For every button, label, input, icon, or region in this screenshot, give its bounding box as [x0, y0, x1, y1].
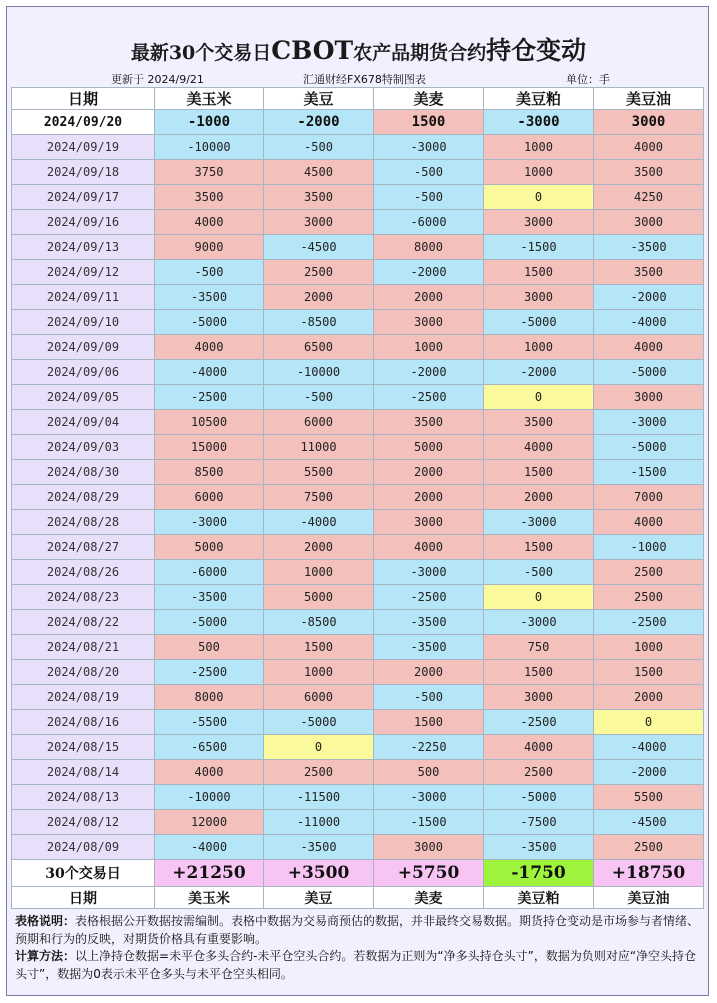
date-cell: 2024/09/03 [12, 435, 155, 460]
value-cell: -11000 [264, 810, 374, 835]
column-header: 美豆 [264, 887, 374, 909]
value-cell: -8500 [264, 610, 374, 635]
value-cell: -2000 [484, 360, 594, 385]
value-cell: -4000 [155, 360, 264, 385]
table-row [12, 610, 704, 635]
value-cell: 6000 [155, 485, 264, 510]
value-cell: -2500 [374, 585, 484, 610]
value-cell: 3500 [594, 160, 704, 185]
value-cell: 4500 [264, 160, 374, 185]
column-header: 日期 [12, 88, 155, 110]
value-cell: -5000 [155, 610, 264, 635]
table-row [12, 660, 704, 685]
value-cell: 1500 [374, 710, 484, 735]
value-cell: -11500 [264, 785, 374, 810]
value-cell: 1500 [264, 635, 374, 660]
value-cell: 4000 [155, 335, 264, 360]
value-cell: 2000 [374, 285, 484, 310]
value-cell: 3500 [594, 260, 704, 285]
table-row [12, 260, 704, 285]
date-cell: 2024/08/20 [12, 660, 155, 685]
table-row [12, 235, 704, 260]
value-cell: 4000 [594, 135, 704, 160]
calculation-text: 以上净持仓数据=未平仓多头合约-未平仓空头合约。若数据为正则为“净多头持仓头寸”，数据为负则对应“净空头持仓头寸”，数据为0表示未平仓多头与未平仓空头相同。 [15, 949, 697, 981]
value-cell: -1500 [374, 810, 484, 835]
value-cell: 3500 [264, 185, 374, 210]
date-cell: 2024/08/15 [12, 735, 155, 760]
value-cell: 10500 [155, 410, 264, 435]
value-cell: -3000 [484, 510, 594, 535]
value-cell: 1500 [484, 660, 594, 685]
latest-row [12, 110, 704, 135]
value-cell: -3000 [484, 610, 594, 635]
value-cell: -3500 [155, 285, 264, 310]
date-cell: 2024/08/12 [12, 810, 155, 835]
value-cell: -2000 [594, 760, 704, 785]
date-cell: 2024/08/13 [12, 785, 155, 810]
table-row [12, 835, 704, 860]
source-label: 汇通财经FX678特制图表 [303, 73, 426, 86]
positions-table [11, 87, 704, 909]
date-cell: 2024/09/19 [12, 135, 155, 160]
totals-label: 30个交易日 [12, 860, 155, 887]
value-cell: -3000 [484, 110, 594, 135]
value-cell: -5000 [484, 310, 594, 335]
column-header: 日期 [12, 887, 155, 909]
date-cell: 2024/08/26 [12, 560, 155, 585]
value-cell: -4500 [594, 810, 704, 835]
value-cell: 1000 [594, 635, 704, 660]
value-cell: 3000 [374, 310, 484, 335]
value-cell: 2500 [264, 260, 374, 285]
value-cell: 5000 [374, 435, 484, 460]
value-cell: 8000 [374, 235, 484, 260]
table-row [12, 735, 704, 760]
value-cell: -3000 [374, 135, 484, 160]
date-cell: 2024/08/16 [12, 710, 155, 735]
date-cell: 2024/09/20 [12, 110, 155, 135]
date-cell: 2024/08/09 [12, 835, 155, 860]
value-cell: 4000 [155, 760, 264, 785]
table-row [12, 385, 704, 410]
value-cell: -4500 [264, 235, 374, 260]
value-cell: -4000 [594, 735, 704, 760]
value-cell: 0 [484, 185, 594, 210]
value-cell: -4000 [155, 835, 264, 860]
table-row [12, 510, 704, 535]
date-cell: 2024/08/21 [12, 635, 155, 660]
value-cell: -3000 [155, 510, 264, 535]
total-cell: -1750 [484, 860, 594, 887]
value-cell: 2500 [484, 760, 594, 785]
total-cell: +18750 [594, 860, 704, 887]
value-cell: -3500 [264, 835, 374, 860]
value-cell: 3750 [155, 160, 264, 185]
value-cell: -10000 [264, 360, 374, 385]
table-row [12, 785, 704, 810]
value-cell: -500 [155, 260, 264, 285]
column-header: 美豆油 [594, 88, 704, 110]
value-cell: 5500 [264, 460, 374, 485]
value-cell: 3000 [484, 210, 594, 235]
table-row [12, 185, 704, 210]
value-cell: -2000 [374, 360, 484, 385]
value-cell: -500 [374, 160, 484, 185]
calculation-method [15, 948, 705, 983]
date-cell: 2024/08/30 [12, 460, 155, 485]
value-cell: -500 [374, 185, 484, 210]
table-row [12, 710, 704, 735]
notes-section [15, 913, 705, 983]
value-cell: 3000 [374, 510, 484, 535]
value-cell: 15000 [155, 435, 264, 460]
value-cell: -5000 [594, 435, 704, 460]
value-cell: 2500 [594, 835, 704, 860]
table-row [12, 560, 704, 585]
value-cell: 8500 [155, 460, 264, 485]
value-cell: 3000 [594, 385, 704, 410]
value-cell: 0 [484, 585, 594, 610]
value-cell: 2500 [594, 585, 704, 610]
value-cell: 3500 [155, 185, 264, 210]
value-cell: -2500 [594, 610, 704, 635]
table-footer-row [12, 887, 704, 909]
value-cell: -5500 [155, 710, 264, 735]
value-cell: -1000 [155, 110, 264, 135]
calculation-label: 计算方法： [15, 949, 76, 963]
value-cell: -1500 [594, 460, 704, 485]
description-text: 表格根据公开数据按需编制。表格中数据为交易商预估的数据，并非最终交易数据。期货持仓变动是市场参与者情绪、预期和行为的反映，对期货价格具有重要影响。 [15, 914, 700, 946]
value-cell: 2500 [594, 560, 704, 585]
value-cell: -3500 [155, 585, 264, 610]
value-cell: 500 [155, 635, 264, 660]
column-header: 美豆粕 [484, 887, 594, 909]
table-row [12, 685, 704, 710]
value-cell: -10000 [155, 785, 264, 810]
date-cell: 2024/09/13 [12, 235, 155, 260]
value-cell: -2000 [264, 110, 374, 135]
title-brand: CBOT [271, 36, 354, 65]
value-cell: 3000 [484, 285, 594, 310]
value-cell: -3500 [374, 610, 484, 635]
table-row [12, 635, 704, 660]
value-cell: -2000 [594, 285, 704, 310]
value-cell: 1000 [484, 160, 594, 185]
value-cell: -2500 [484, 710, 594, 735]
value-cell: 4000 [594, 335, 704, 360]
value-cell: 3500 [374, 410, 484, 435]
value-cell: 1000 [264, 560, 374, 585]
value-cell: 1500 [484, 535, 594, 560]
value-cell: 750 [484, 635, 594, 660]
column-header: 美玉米 [155, 88, 264, 110]
value-cell: -3000 [374, 560, 484, 585]
date-cell: 2024/08/27 [12, 535, 155, 560]
title-suffix: 持仓变动 [486, 36, 587, 65]
value-cell: -7500 [484, 810, 594, 835]
table-header-row [12, 88, 704, 110]
value-cell: -3500 [374, 635, 484, 660]
value-cell: 7500 [264, 485, 374, 510]
date-cell: 2024/08/14 [12, 760, 155, 785]
value-cell: 1000 [484, 335, 594, 360]
value-cell: -6500 [155, 735, 264, 760]
value-cell: 0 [594, 710, 704, 735]
value-cell: 3000 [374, 835, 484, 860]
date-cell: 2024/09/05 [12, 385, 155, 410]
value-cell: -2500 [155, 660, 264, 685]
table-row [12, 485, 704, 510]
value-cell: 5000 [264, 585, 374, 610]
value-cell: -4000 [264, 510, 374, 535]
update-date: 更新于 2024/9/21 [111, 73, 204, 86]
value-cell: 2000 [374, 460, 484, 485]
value-cell: -500 [264, 135, 374, 160]
value-cell: 7000 [594, 485, 704, 510]
value-cell: 2500 [264, 760, 374, 785]
value-cell: 2000 [264, 285, 374, 310]
table-row [12, 135, 704, 160]
value-cell: -6000 [374, 210, 484, 235]
value-cell: 2000 [264, 535, 374, 560]
value-cell: 2000 [374, 660, 484, 685]
value-cell: 0 [484, 385, 594, 410]
title-prefix: 最新30个交易日 [130, 42, 272, 64]
value-cell: -1500 [484, 235, 594, 260]
date-cell: 2024/08/28 [12, 510, 155, 535]
value-cell: -6000 [155, 560, 264, 585]
value-cell: -500 [374, 685, 484, 710]
table-row [12, 360, 704, 385]
value-cell: 1000 [264, 660, 374, 685]
value-cell: -2500 [374, 385, 484, 410]
date-cell: 2024/09/18 [12, 160, 155, 185]
value-cell: 12000 [155, 810, 264, 835]
table-row [12, 310, 704, 335]
value-cell: -2500 [155, 385, 264, 410]
table-row [12, 460, 704, 485]
value-cell: 6500 [264, 335, 374, 360]
value-cell: -500 [484, 560, 594, 585]
value-cell: -8500 [264, 310, 374, 335]
date-cell: 2024/09/11 [12, 285, 155, 310]
date-cell: 2024/09/10 [12, 310, 155, 335]
value-cell: 5000 [155, 535, 264, 560]
unit-label: 单位：手 [566, 73, 610, 86]
date-cell: 2024/09/16 [12, 210, 155, 235]
value-cell: -5000 [484, 785, 594, 810]
date-cell: 2024/09/17 [12, 185, 155, 210]
column-header: 美豆油 [594, 887, 704, 909]
value-cell: -3000 [594, 410, 704, 435]
value-cell: 0 [264, 735, 374, 760]
table-row [12, 760, 704, 785]
value-cell: -10000 [155, 135, 264, 160]
description-label: 表格说明： [15, 914, 76, 928]
column-header: 美豆 [264, 88, 374, 110]
value-cell: 500 [374, 760, 484, 785]
value-cell: 3500 [484, 410, 594, 435]
meta-bar [7, 71, 709, 87]
value-cell: -4000 [594, 310, 704, 335]
table-row [12, 285, 704, 310]
value-cell: 5500 [594, 785, 704, 810]
date-cell: 2024/08/19 [12, 685, 155, 710]
totals-row [12, 860, 704, 887]
value-cell: 4000 [484, 735, 594, 760]
value-cell: 1000 [374, 335, 484, 360]
date-cell: 2024/09/06 [12, 360, 155, 385]
value-cell: 2000 [374, 485, 484, 510]
value-cell: 9000 [155, 235, 264, 260]
value-cell: 3000 [594, 110, 704, 135]
table-row [12, 585, 704, 610]
total-cell: +21250 [155, 860, 264, 887]
value-cell: -1000 [594, 535, 704, 560]
table-row [12, 435, 704, 460]
value-cell: 3000 [264, 210, 374, 235]
value-cell: -5000 [155, 310, 264, 335]
page-title [7, 31, 709, 67]
value-cell: 8000 [155, 685, 264, 710]
value-cell: 3000 [594, 210, 704, 235]
total-cell: +5750 [374, 860, 484, 887]
table-row [12, 210, 704, 235]
value-cell: -2000 [374, 260, 484, 285]
date-cell: 2024/08/22 [12, 610, 155, 635]
value-cell: 4000 [594, 510, 704, 535]
value-cell: -500 [264, 385, 374, 410]
value-cell: 6000 [264, 685, 374, 710]
date-cell: 2024/08/23 [12, 585, 155, 610]
value-cell: -5000 [594, 360, 704, 385]
table-row [12, 335, 704, 360]
value-cell: 1000 [484, 135, 594, 160]
value-cell: 6000 [264, 410, 374, 435]
column-header: 美麦 [374, 887, 484, 909]
value-cell: -3500 [594, 235, 704, 260]
value-cell: 4000 [155, 210, 264, 235]
value-cell: 1500 [374, 110, 484, 135]
table-row [12, 160, 704, 185]
table-row [12, 410, 704, 435]
total-cell: +3500 [264, 860, 374, 887]
table-row [12, 535, 704, 560]
value-cell: 2000 [484, 485, 594, 510]
value-cell: 2000 [594, 685, 704, 710]
date-cell: 2024/09/12 [12, 260, 155, 285]
table-row [12, 810, 704, 835]
value-cell: 3000 [484, 685, 594, 710]
value-cell: 11000 [264, 435, 374, 460]
value-cell: 1500 [594, 660, 704, 685]
value-cell: -3500 [484, 835, 594, 860]
value-cell: 4000 [484, 435, 594, 460]
date-cell: 2024/09/09 [12, 335, 155, 360]
value-cell: -3000 [374, 785, 484, 810]
column-header: 美玉米 [155, 887, 264, 909]
date-cell: 2024/08/29 [12, 485, 155, 510]
value-cell: 1500 [484, 460, 594, 485]
value-cell: -5000 [264, 710, 374, 735]
value-cell: -2250 [374, 735, 484, 760]
value-cell: 1500 [484, 260, 594, 285]
column-header: 美豆粕 [484, 88, 594, 110]
report-panel [6, 6, 709, 996]
value-cell: 4000 [374, 535, 484, 560]
title-middle: 农产品期货合约 [353, 42, 487, 64]
table-description [15, 913, 705, 948]
value-cell: 4250 [594, 185, 704, 210]
date-cell: 2024/09/04 [12, 410, 155, 435]
column-header: 美麦 [374, 88, 484, 110]
